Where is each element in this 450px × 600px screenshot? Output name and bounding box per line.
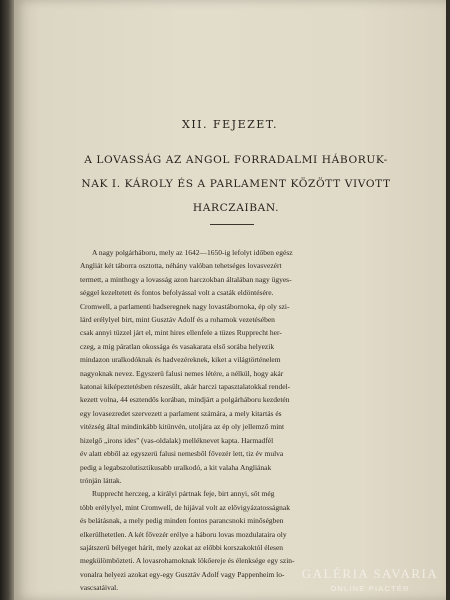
- body-line: termett, a minthogy a lovasság azon harczokban általában nagy ügyes-: [80, 274, 292, 284]
- body-line: sajátszerü bélyeget hárít, mely azokat az előbbi korszakoktól élesen: [80, 542, 284, 552]
- body-line: vascsatáival.: [80, 583, 119, 593]
- body-line: hizelgő „irons ides" (vas-oldalak) melléknevet kapta. Harmadfél: [80, 435, 274, 445]
- body-line: A nagy polgárháboru, mely az 1642—1650-ig lefolyt időben egész: [92, 248, 293, 257]
- body-line: Rupprecht herczeg, a királyi pártnak feje, birt annyi, sőt még: [92, 489, 275, 499]
- body-line: egy lovasezredet szervezett a parlament számára, a mely kitartás és: [80, 408, 282, 418]
- body-line: lárd erélylyel birt, mint Gusztáv Adolf és a rohamok vezetésében: [80, 315, 275, 325]
- body-line: katonai kiképeztetésben részesült, akár harczi tapasztalatokkal rendel-: [80, 382, 291, 392]
- body-line: Cromwell, a parlamenti hadseregnek nagy lovastábornoka, ép oly szi-: [80, 301, 290, 311]
- body-line: czeg, a mig páratlan okossága és vasakarata első sorába helyezik: [80, 341, 275, 351]
- body-line: vitézség által mindinkább kitünvén, utoljára az ép oly jellemző mint: [80, 422, 285, 432]
- body-text: [80, 246, 406, 595]
- body-line: mindazon uralkodóknak és hadvezéreknek, kiket a világtörténelem: [80, 355, 281, 365]
- body-line: nagyoknak nevez. Egyszerü falusi nemes létére, a nélkül, hogy akár: [80, 368, 284, 378]
- chapter-title: [66, 148, 406, 220]
- body-line: év alatt ebből az egyszerü falusi nemesből fővezér lett, tiz év mulva: [80, 449, 284, 459]
- body-line: kezett volna, 44 esztendős korában, mindjárt a polgárháboru kezdetén: [80, 395, 290, 405]
- chapter-title-line: HARCZAIBAN.: [192, 202, 280, 214]
- body-line: több erélylyel, mint Cromwell, de hijával volt az elővigyázatosságnak: [80, 502, 290, 512]
- body-line: és belátásnak, a mely pedig minden fontos parancsnoki minőségben: [80, 516, 284, 526]
- chapter-title-line: A LOVASSÁG AZ ANGOL FORRADALMI HÁBORUK-: [84, 154, 388, 166]
- body-line: séggel kezeltetett és fontos befolyással volt a csaták eldöntésére.: [80, 288, 274, 298]
- body-line: vonalra helyezi azokat egy-egy Gusztáv Adolf vagy Pappenheim lo-: [80, 569, 285, 579]
- watermark-sub-text: ONLINE PIACTÉR: [330, 584, 410, 593]
- watermark-main-text: GALÉRIA SAVARIA: [301, 566, 439, 581]
- watermark-logo: [290, 566, 450, 593]
- body-line: csak annyi tüzzel járt el, mint hires ellenfele a tüzes Rupprecht her-: [80, 328, 282, 338]
- body-line: elkerülhetetlen. A két fővezér erélye a háboru lovas mozdulataira oly: [80, 529, 287, 539]
- chapter-heading: XII. FEJEZET.: [181, 118, 278, 131]
- book-page: [14, 0, 446, 600]
- body-line: pedig a legabszolutisztikusabb uralkodó, a kit valaha Angliának: [80, 462, 272, 472]
- book-spine-edge: [0, 0, 14, 600]
- body-line: trónján láttak.: [80, 475, 122, 485]
- body-line: Angliát két táborra osztotta, néhány valóban tehetséges lovasvezért: [80, 261, 282, 271]
- chapter-title-line: NAK I. KÁROLY ÉS A PARLAMENT KÖZÖTT VIVOTT: [81, 178, 391, 190]
- title-divider: [210, 224, 254, 225]
- body-line: megkülömbözteti. A lovasrohamoknak lökőereje és élenksége egy szin-: [80, 556, 295, 566]
